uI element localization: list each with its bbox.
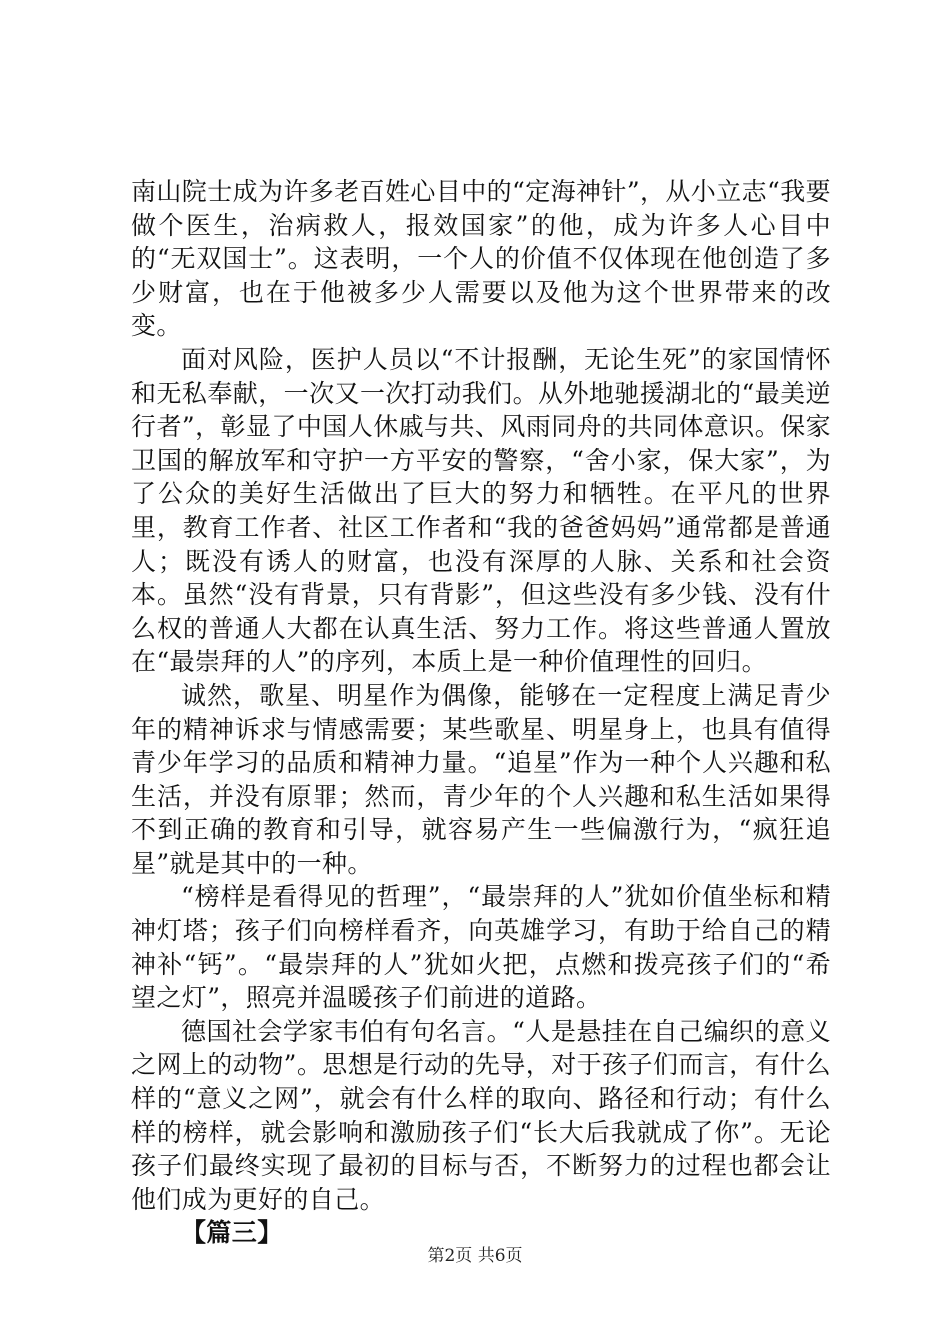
paragraph-1: 南山院士成为许多老百姓心目中的“定海神针”，从小立志“我要做个医生，治病救人，报效国家”的他，成为许多人心目中的“无双国士”。这表明，一个人的价值不仅体现在他创造了多少财富，也在于他被多少人需要以及他为这个世界带来的改变。 [131, 177, 831, 341]
paragraph-4: “榜样是看得见的哲理”，“最崇拜的人”犹如价值坐标和精神灯塔；孩子们向榜样看齐，向英雄学习，有助于给自己的精神补“钙”。“最崇拜的人”犹如火把，点燃和拨亮孩子们的“希望之灯”，照亮并温暖孩子们前进的道路。 [131, 882, 831, 1013]
section-heading: 【篇三】 [181, 1218, 283, 1248]
paragraph-5: 德国社会学家韦伯有句名言。“人是悬挂在自己编织的意义之网上的动物”。思想是行动的先导，对于孩子们而言，有什么样的“意义之网”，就会有什么样的取向、路径和行动；有什么样的榜样，就会影响和激励孩子们“长大后我就成了你”。无论孩子们最终实现了最初的目标与否，不断努力的过程也都会让他们成为更好的自己。 [131, 1016, 831, 1214]
paragraph-2: 面对风险，医护人员以“不计报酬，无论生死”的家国情怀和无私奉献，一次又一次打动我们。从外地驰援湖北的“最美逆行者”，彰显了中国人休戚与共、风雨同舟的共同体意识。保家卫国的解放军和守护一方平安的警察，“舍小家，保大家”，为了公众的美好生活做出了巨大的努力和牺牲。在平凡的世界里，教育工作者、社区工作者和“我的爸爸妈妈”通常都是普通人；既没有诱人的财富，也没有深厚的人脉、关系和社会资本。虽然“没有背景，只有背影”，但这些没有多少钱、没有什么权的普通人大都在认真生活、努力工作。将这些普通人置放在“最崇拜的人”的序列，本质上是一种价值理性的回归。 [131, 344, 831, 677]
paragraph-3: 诚然，歌星、明星作为偶像，能够在一定程度上满足青少年的精神诉求与情感需要；某些歌星、明星身上，也具有值得青少年学习的品质和精神力量。“追星”作为一种个人兴趣和私生活，并没有原罪；然而，青少年的个人兴趣和私生活如果得不到正确的教育和引导，就容易产生一些偏激行为，“疯狂追星”就是其中的一种。 [131, 680, 831, 878]
page-indicator: 第2页 共6页 [427, 1246, 523, 1266]
document-body [131, 175, 831, 1250]
page-footer [0, 1244, 950, 1268]
